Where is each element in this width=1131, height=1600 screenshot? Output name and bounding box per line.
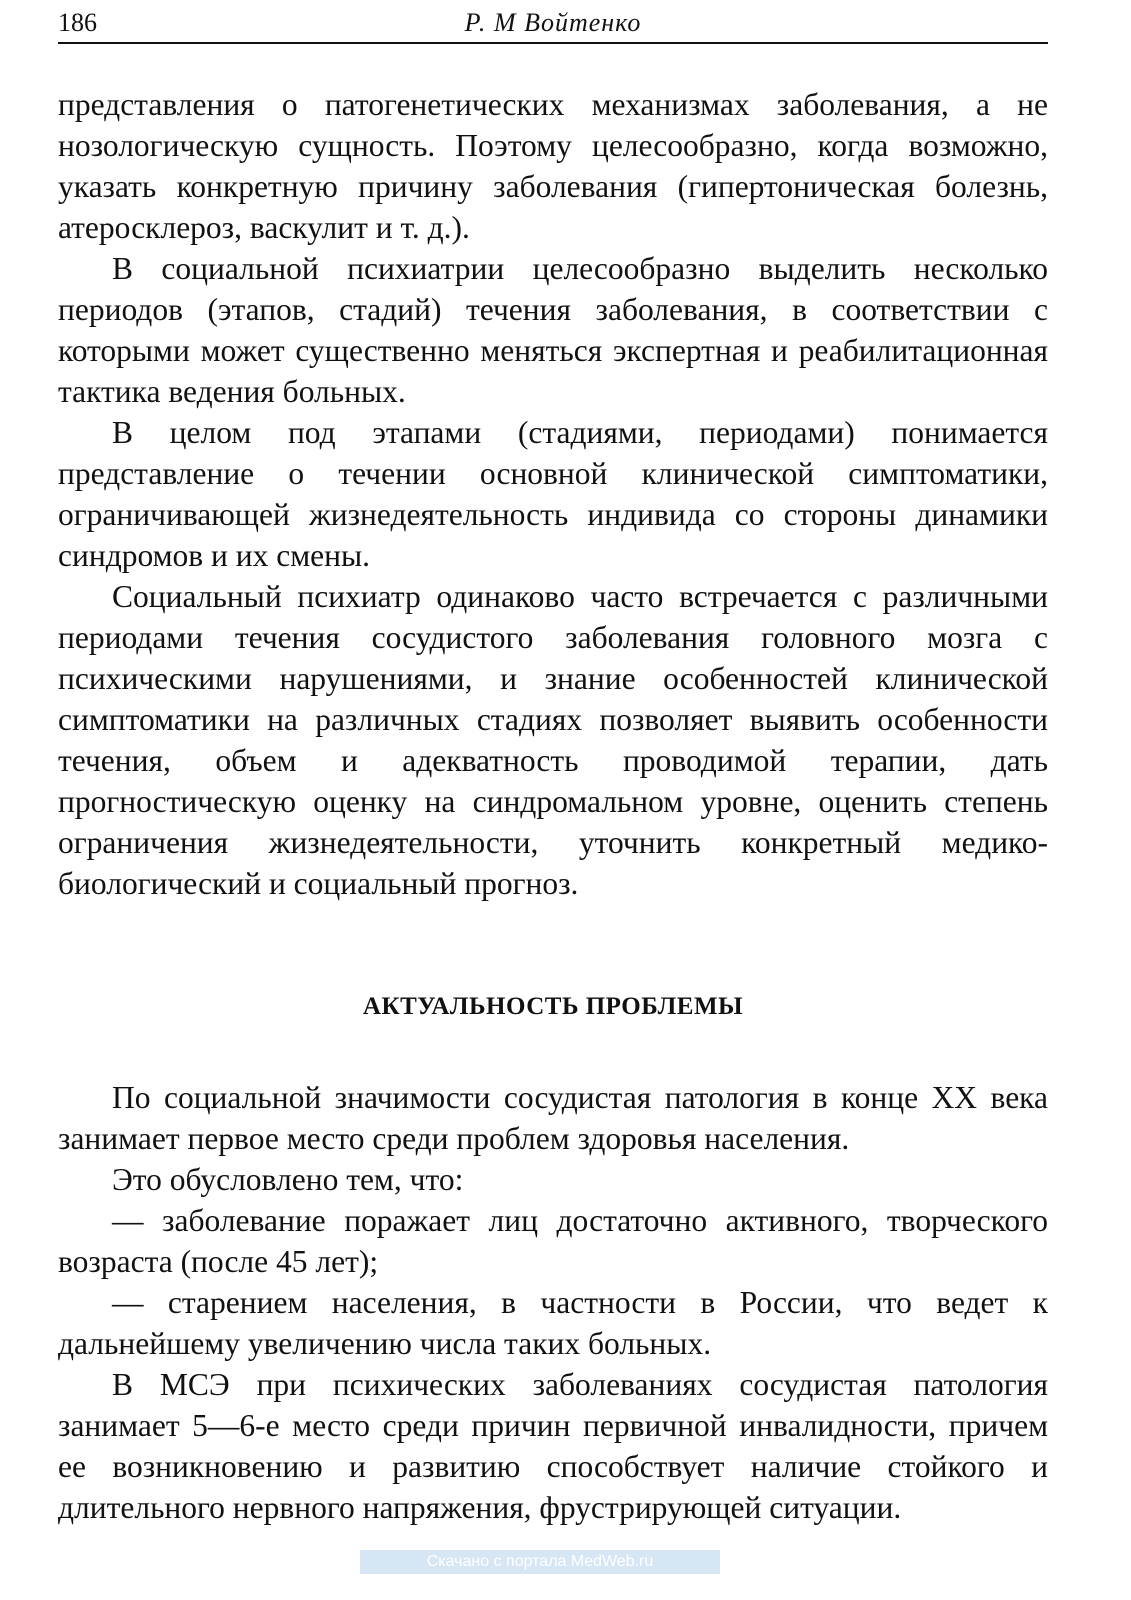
paragraph: По социальной значимости сосудистая патология в конце XX века занимает первое место среди проблем здоровья населения. [58,1080,1048,1156]
paragraph: В целом под этапами (стадиями, периодами) понимается представление о течении основной клинической симптоматики, ограничивающей жизнедеятельность индивида со стороны динамики синдромов и их смены. [58,415,1048,573]
body-text [58,84,1048,1528]
section-title: АКТУАЛЬНОСТЬ ПРОБЛЕМЫ [362,993,744,1020]
paragraph: В МСЭ при психических заболеваниях сосудистая патология занимает 5—6-е место среди причин первичной инвалидности, причем ее возникновению и развитию способствует наличие стойкого и длительного нервного напряжения, фрустрирующей ситуации. [58,1367,1048,1525]
paragraph: Это обусловлено тем, что: [112,1162,464,1197]
paragraph: Социальный психиатр одинаково часто встречается с различными периодами течения сосудистого заболевания головного мозга с психическими нарушениями, и знание особенностей клинической симптоматики на различных стадиях позволяет выявить особенности течения, объем и адекватность проводимой терапии, дать прогностическую оценку на синдромальном уровне, оценить степень ограничения жизнедеятельности, уточнить конкретный медико-биологический и социальный прогноз. [58,579,1048,901]
list-item: — старением населения, в частности в России, что ведет к дальнейшему увеличению числа таких больных. [58,1285,1048,1361]
running-head [58,2,1048,44]
paragraph: представления о патогенетических механизмах заболевания, а не нозологическую сущность. Поэтому целесообразно, когда возможно, указать конкретную причину заболевания (гипертоническая болезнь, атеросклероз, васкулит и т. д.). [58,87,1048,245]
watermark-banner: Скачано с портала MedWeb.ru [360,1550,720,1574]
book-page [58,0,1048,1600]
author-name: Р. М Войтенко [464,8,642,37]
list-item: — заболевание поражает лиц достаточно активного, творческого возраста (после 45 лет); [58,1203,1048,1279]
page-number: 186 [58,8,97,37]
paragraph: В социальной психиатрии целесообразно выделить несколько периодов (этапов, стадий) течения заболевания, в соответствии с которыми может существенно меняться экспертная и реабилитационная тактика ведения больных. [58,251,1048,409]
